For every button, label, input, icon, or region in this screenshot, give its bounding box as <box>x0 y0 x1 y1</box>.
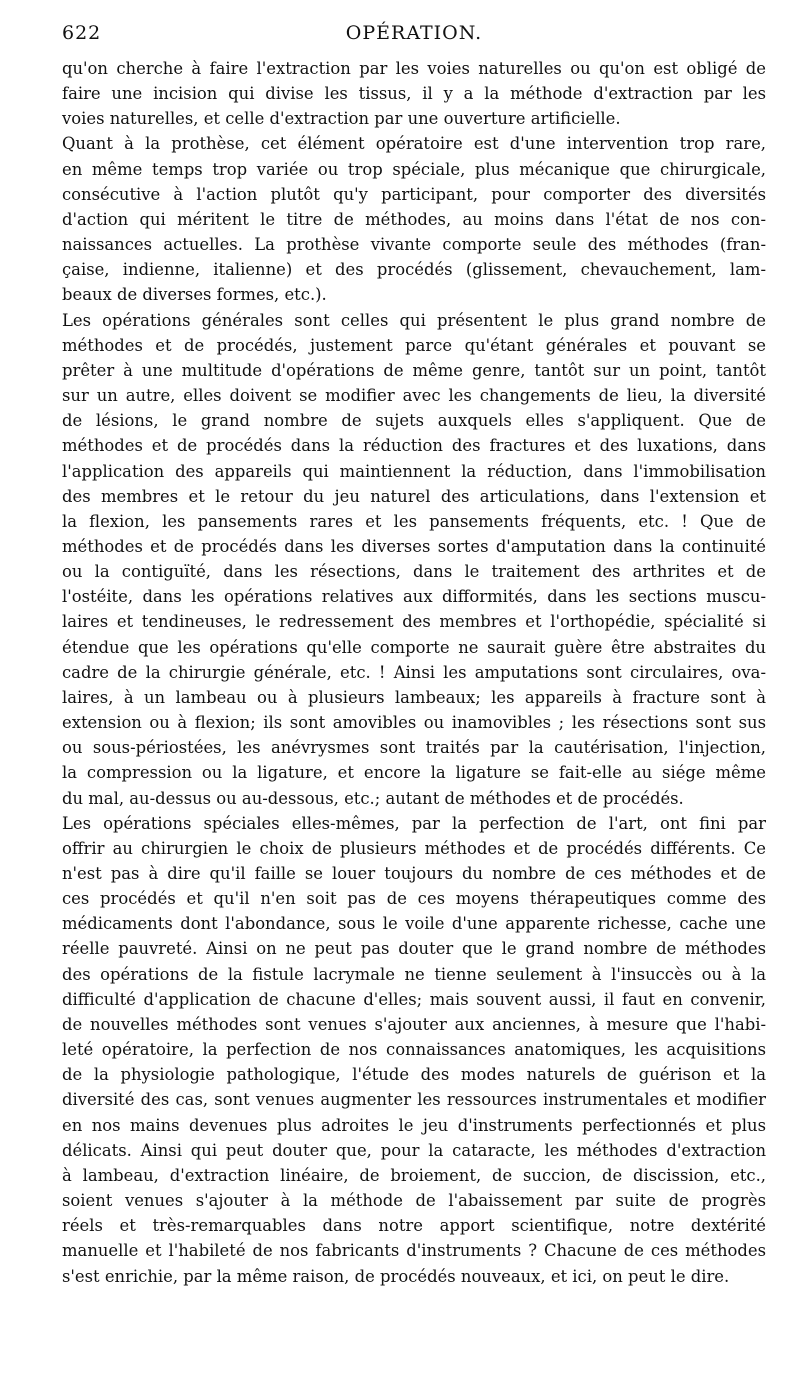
page-body <box>62 56 766 1289</box>
text-line: leté opératoire, la perfection de nos connaissances anatomiques, les acquisitions <box>62 1040 766 1060</box>
text-line: l'application des appareils qui maintiennent la réduction, dans l'immobilisation <box>62 461 766 481</box>
text-line: de nouvelles méthodes sont venues s'ajouter aux anciennes, à mesure que l'habi- <box>62 1014 766 1034</box>
text-line: manuelle et l'habileté de nos fabricants d'instruments ? Chacune de ces méthodes <box>62 1241 766 1261</box>
text-line: naissances actuelles. La prothèse vivante comporte seule des méthodes (fran- <box>62 235 766 255</box>
text-line: étendue que les opérations qu'elle comporte ne saurait guère être abstraites du <box>62 637 766 657</box>
text-line: diversité des cas, sont venues augmenter les ressources instrumentales et modifier <box>62 1090 766 1110</box>
text-line: en même temps trop variée ou trop spéciale, plus mécanique que chirurgicale, <box>62 159 766 179</box>
text-line: soient venues s'ajouter à la méthode de l'abaissement par suite de progrès <box>62 1191 766 1211</box>
text-line: ou la contiguïté, dans les résections, dans le traitement des arthrites et de <box>62 562 766 582</box>
text-line: médicaments dont l'abondance, sous le voile d'une apparente richesse, cache une <box>62 914 766 934</box>
text-line: n'est pas à dire qu'il faille se louer toujours du nombre de ces méthodes et de <box>62 864 766 883</box>
text-line: difficulté d'application de chacune d'elles; mais souvent aussi, il faut en convenir, <box>62 989 766 1009</box>
text-line: du mal, au-dessus ou au-dessous, etc.; autant de méthodes et de procédés. <box>62 788 684 808</box>
text-line: laires et tendineuses, le redressement des membres et l'orthopédie, spécialité si <box>62 612 766 632</box>
text-line: l'ostéite, dans les opérations relatives aux difformités, dans les sections muscu- <box>62 587 766 607</box>
text-line: prêter à une multitude d'opérations de même genre, tantôt sur un point, tantôt <box>62 360 766 380</box>
text-line: délicats. Ainsi qui peut douter que, pour la cataracte, les méthodes d'extraction <box>62 1140 766 1160</box>
running-head: OPÉRATION. <box>345 22 483 44</box>
paragraph-1 <box>62 56 766 131</box>
text-line: réels et très-remarquables dans notre apport scientifique, notre dextérité <box>62 1216 766 1236</box>
text-line: Les opérations spéciales elles-mêmes, par la perfection de l'art, ont fini par <box>62 813 766 833</box>
text-line: de la physiologie pathologique, l'étude des modes naturels de guérison et la <box>62 1065 766 1085</box>
text-line: laires, à un lambeau ou à plusieurs lambeaux; les appareils à fracture sont à <box>62 687 766 707</box>
page-number: 622 <box>62 22 102 44</box>
text-line: extension ou à flexion; ils sont amovibles ou inamovibles ; les résections sont sus <box>62 713 766 733</box>
page-header <box>62 22 766 56</box>
text-line: faire une incision qui divise les tissus, il y a la méthode d'extraction par les <box>62 84 766 104</box>
text-line: qu'on cherche à faire l'extraction par les voies naturelles ou qu'on est obligé de <box>62 59 766 78</box>
text-line: beaux de diverses formes, etc.). <box>62 285 327 305</box>
text-line: méthodes et de procédés, justement parce qu'étant générales et pouvant se <box>62 335 766 355</box>
text-line: en nos mains devenues plus adroites le jeu d'instruments perfectionnés et plus <box>62 1115 766 1135</box>
text-line: cadre de la chirurgie générale, etc. ! Ainsi les amputations sont circulaires, ova- <box>62 662 766 682</box>
text-line: voies naturelles, et celle d'extraction par une ouverture artificielle. <box>62 109 621 129</box>
text-line: Les opérations générales sont celles qui présentent le plus grand nombre de <box>62 310 766 330</box>
text-line: des membres et le retour du jeu naturel des articulations, dans l'extension et <box>62 486 766 506</box>
text-line: sur un autre, elles doivent se modifier avec les changements de lieu, la diversité <box>62 386 766 406</box>
text-line: ces procédés et qu'il n'en soit pas de ces moyens thérapeutiques comme des <box>62 889 766 909</box>
text-line: la flexion, les pansements rares et les pansements fréquents, etc. ! Que de <box>62 511 766 531</box>
text-line: de lésions, le grand nombre de sujets auxquels elles s'appliquent. Que de <box>62 411 766 431</box>
text-line: offrir au chirurgien le choix de plusieurs méthodes et de procédés différents. Ce <box>62 838 766 858</box>
text-line: la compression ou la ligature, et encore la ligature se fait-elle au siége même <box>62 763 766 783</box>
paragraph-3 <box>62 308 766 811</box>
text-line: à lambeau, d'extraction linéaire, de broiement, de succion, de discission, etc., <box>62 1165 766 1185</box>
paragraph-2 <box>62 131 766 307</box>
text-line: méthodes et de procédés dans les diverses sortes d'amputation dans la continuité <box>62 536 766 556</box>
text-line: Quant à la prothèse, cet élément opératoire est d'une intervention trop rare, <box>62 134 766 154</box>
paragraph-4 <box>62 811 766 1289</box>
text-line: consécutive à l'action plutôt qu'y participant, pour comporter des diversités <box>62 184 766 204</box>
text-line: s'est enrichie, par la même raison, de procédés nouveaux, et ici, on peut le dire. <box>62 1266 730 1286</box>
text-line: ou sous-périostées, les anévrysmes sont traités par la cautérisation, l'injection, <box>62 738 766 758</box>
text-line: d'action qui méritent le titre de méthodes, au moins dans l'état de nos con- <box>62 209 766 229</box>
text-line: çaise, indienne, italienne) et des procédés (glissement, chevauchement, lam- <box>62 260 766 280</box>
text-line: des opérations de la fistule lacrymale ne tienne seulement à l'insuccès ou à la <box>62 964 766 984</box>
text-line: méthodes et de procédés dans la réduction des fractures et des luxations, dans <box>62 436 766 456</box>
text-line: réelle pauvreté. Ainsi on ne peut pas douter que le grand nombre de méthodes <box>62 939 766 959</box>
